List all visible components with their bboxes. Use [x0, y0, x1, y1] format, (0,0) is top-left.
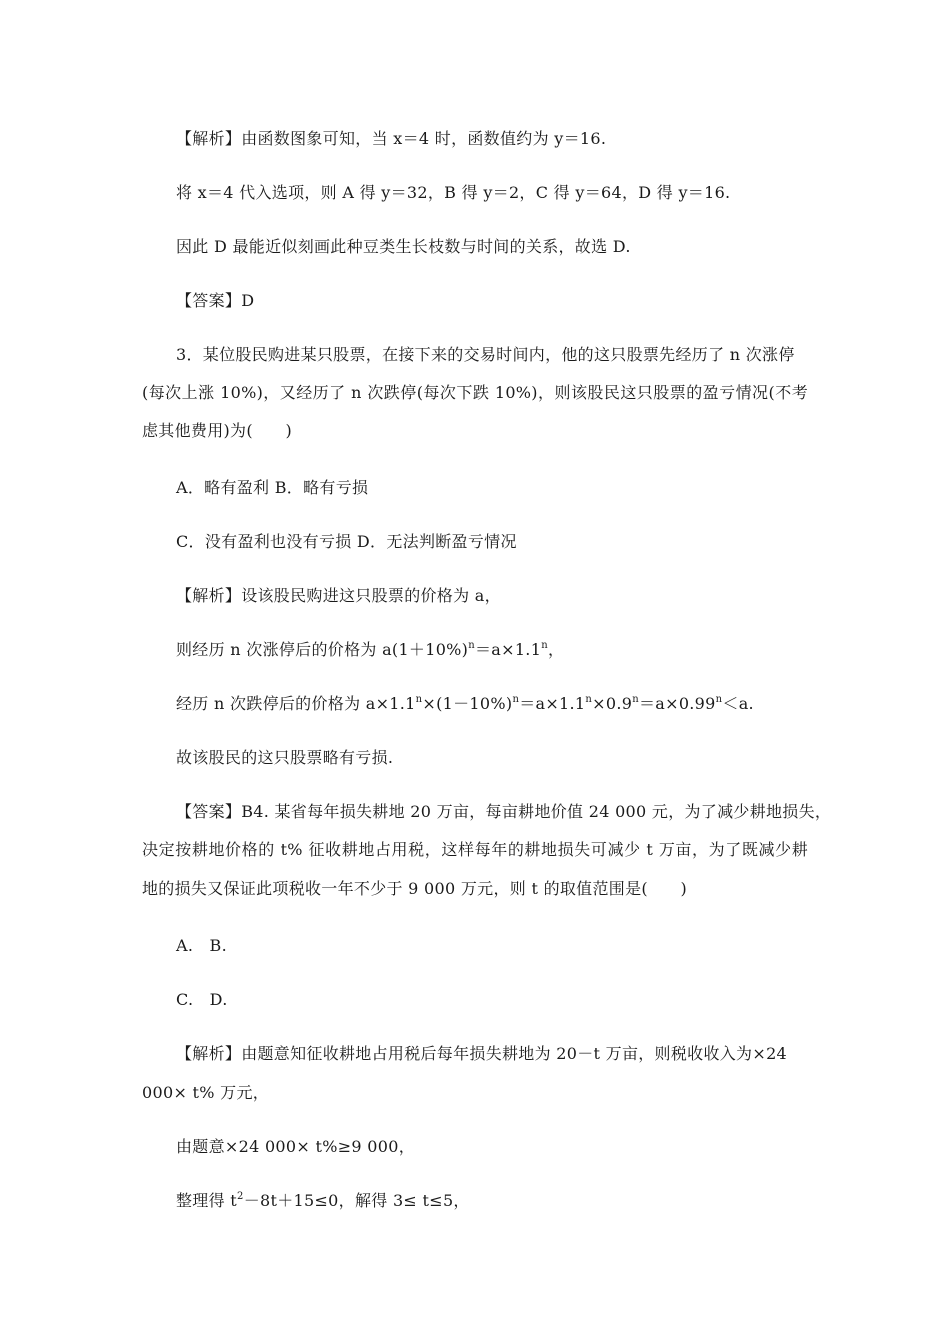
exponent: n: [541, 639, 548, 651]
exponent: 2: [237, 1190, 244, 1202]
options-line: C. D.: [176, 990, 228, 1009]
analysis-line: 将 x＝4 代入选项，则 A 得 y＝32，B 得 y＝2，C 得 y＝64，D 得 y＝16.: [176, 183, 731, 202]
analysis-line: 【解析】设该股民购进这只股票的价格为 a，: [176, 586, 501, 605]
text-segment: 经历 n 次跌停后的价格为 a×1.1: [176, 694, 416, 713]
text-segment: ×(1－10%): [422, 694, 513, 713]
exponent: n: [512, 693, 520, 705]
analysis-line: [176, 694, 754, 714]
question-3-text: 3．某位股民购进某只股票，在接下来的交易时间内，他的这只股票先经历了 n 次涨停: [176, 345, 795, 364]
exponent: n: [415, 693, 423, 705]
analysis-line: 由题意×24 000× t%≥9 000，: [176, 1137, 416, 1156]
answer-line: 【答案】D: [176, 291, 255, 310]
analysis-line: 000× t% 万元，: [142, 1083, 270, 1102]
question-3-text: 虑其他费用)为( ): [142, 421, 293, 440]
text-segment: 则经历 n 次涨停后的价格为 a(1＋10%): [176, 640, 469, 659]
text-segment: ×0.9: [592, 694, 633, 713]
text-segment: ＝a×0.99: [638, 694, 716, 713]
text-segment: 整理得 t: [176, 1191, 238, 1210]
question-4-text: 地的损失又保证此项税收一年不少于 9 000 万元，则 t 的取值范围是( ): [142, 879, 688, 898]
exponent: n: [715, 693, 723, 705]
exponent: n: [585, 693, 593, 705]
text-segment: ，: [547, 640, 565, 659]
analysis-line: 因此 D 最能近似刻画此种豆类生长枝数与时间的关系，故选 D.: [176, 237, 631, 256]
analysis-line: 【解析】由题意知征收耕地占用税后每年损失耕地为 20－t 万亩，则税收收入为×24: [176, 1044, 788, 1063]
analysis-line: 故该股民的这只股票略有亏损.: [176, 748, 394, 767]
question-3-text: (每次上涨 10%)，又经历了 n 次跌停(每次下跌 10%)，则该股民这只股票的盈亏情况(不考: [142, 383, 808, 402]
answer-and-question-4: 【答案】B4. 某省每年损失耕地 20 万亩，每亩耕地价值 24 000 元，为了减少耕地损失，: [176, 802, 832, 821]
text-segment: ＜a.: [722, 694, 754, 713]
options-line: A．略有盈利 B．略有亏损: [176, 478, 369, 497]
text-segment: ＝a×1.1: [519, 694, 586, 713]
exponent: n: [468, 639, 475, 651]
options-line: C．没有盈利也没有亏损 D．无法判断盈亏情况: [176, 532, 517, 551]
analysis-line: [176, 640, 564, 660]
question-4-text: 决定按耕地价格的 t% 征收耕地占用税，这样每年的耕地损失可减少 t 万亩，为了既减少耕: [142, 840, 808, 859]
text-segment: －8t＋15≤0，解得 3≤ t≤5，: [243, 1191, 470, 1210]
analysis-line: [176, 1191, 470, 1211]
options-line: A. B.: [176, 936, 227, 955]
exponent: n: [632, 693, 639, 705]
text-segment: ＝a×1.1: [474, 640, 542, 659]
analysis-line: 【解析】由函数图象可知，当 x＝4 时，函数值约为 y＝16.: [176, 129, 607, 148]
